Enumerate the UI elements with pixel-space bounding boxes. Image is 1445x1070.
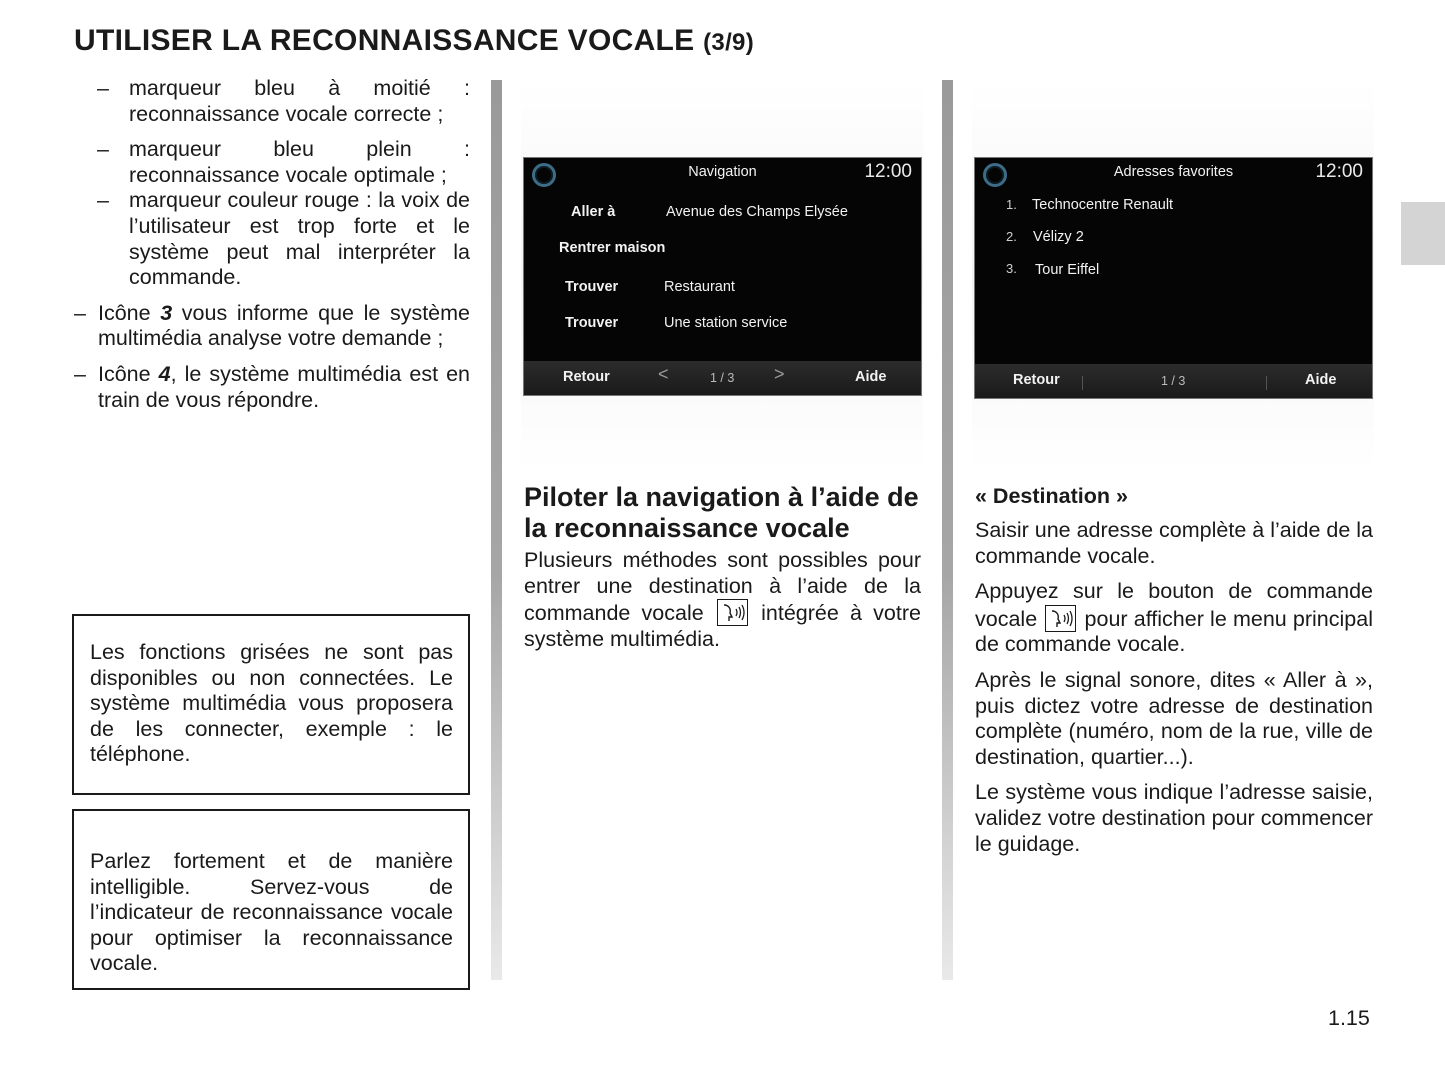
note-box-greyed-functions (72, 614, 470, 795)
menu-item-value[interactable]: Une station service (664, 315, 788, 331)
list-item-text: vous informe que le système multimédia analyse votre demande ; (98, 300, 470, 351)
paragraph (975, 579, 1373, 658)
menu-item-value[interactable]: Avenue des Champs Elysée (666, 204, 848, 220)
screen-title: Navigation (688, 164, 757, 180)
list-item-prefix: Icône (98, 300, 161, 325)
paragraph: Saisir une adresse complète à l’aide de la commande vocale. (975, 518, 1373, 568)
list-dash: – (74, 361, 86, 386)
note-text: Parlez fortement et de manière intelligible. Servez-vous de l’indicateur de reconnaissance vocale pour optimiser la reconnaissance vocale. (90, 849, 453, 976)
list-dash: – (74, 300, 86, 325)
favorites-screen (974, 157, 1373, 399)
left-column (74, 76, 470, 423)
screen-clock: 12:00 (1315, 161, 1363, 182)
list-item-text: marqueur bleu à moitié : reconnaissance vocale correcte ; (129, 76, 470, 126)
list-dash: – (97, 188, 109, 213)
list-item (74, 301, 470, 352)
icon-number: 3 (160, 300, 173, 325)
screen-clock: 12:00 (864, 161, 912, 182)
back-button[interactable]: Retour (563, 369, 610, 385)
list-item (74, 137, 470, 188)
middle-column (524, 482, 921, 662)
favorite-address-item[interactable]: Tour Eiffel (1035, 262, 1100, 278)
list-item-text: marqueur couleur rouge : la voix de l’utilisateur est trop forte et le système peut mal interpréter la commande. (129, 188, 470, 290)
menu-item-go-home[interactable]: Rentrer maison (559, 240, 666, 256)
screen-footer (975, 364, 1372, 398)
list-item-text: marqueur bleu plein : reconnaissance vocale optimale ; (129, 137, 470, 187)
page-number: 1.15 (1328, 1006, 1370, 1030)
right-column (975, 482, 1373, 867)
screen-title: Adresses favorites (1113, 164, 1234, 180)
section-heading: « Destination » (975, 484, 1128, 508)
favorite-address-item[interactable]: Technocentre Renault (1032, 197, 1174, 213)
favorite-number: 1. (1006, 197, 1017, 212)
paragraph-text: Plusieurs méthodes sont possibles pour entrer une destination à l’aide de la commande vocale (524, 548, 921, 626)
menu-item-find[interactable]: Trouver (565, 315, 619, 331)
help-button[interactable]: Aide (855, 369, 887, 385)
paragraph (524, 548, 921, 652)
paragraph-text: intégrée à votre système multimédia. (524, 601, 921, 651)
help-button[interactable]: Aide (1305, 372, 1337, 388)
paragraph: Après le signal sonore, dites « Aller à », puis dictez votre adresse de destination complète (numéro, nom de la rue, ville de destination, quartier...). (975, 667, 1373, 769)
navigation-screen (523, 157, 922, 396)
voice-command-icon (717, 599, 748, 626)
column-divider (491, 80, 502, 980)
section-heading: Piloter la navigation à l’aide de la reconnaissance vocale (524, 482, 919, 543)
menu-item-value[interactable]: Restaurant (664, 279, 735, 295)
chapter-side-tab (1401, 202, 1445, 265)
icon-number: 4 (158, 361, 171, 386)
page-indicator: 1 / 3 (1161, 374, 1186, 388)
next-page-button[interactable]: > (774, 364, 785, 384)
favorite-number: 3. (1006, 261, 1017, 276)
page-indicator: 1 / 3 (710, 371, 735, 385)
paragraph-text: pour afficher le menu principal de commande vocale. (975, 606, 1373, 657)
list-item (74, 76, 470, 127)
screen-footer (524, 361, 921, 395)
note-text: Les fonctions grisées ne sont pas disponibles ou non connectées. Le système multimédia vous proposera de les connecter, exemple : le téléphone. (90, 640, 453, 767)
menu-item-find[interactable]: Trouver (565, 279, 619, 295)
menu-item-go-to[interactable]: Aller à (571, 204, 616, 220)
list-dash: – (97, 137, 109, 162)
list-dash: – (97, 76, 109, 100)
favorite-address-item[interactable]: Vélizy 2 (1033, 229, 1084, 245)
page-title (74, 24, 754, 58)
paragraph-text: Appuyez sur le bouton de commande vocale (975, 579, 1373, 631)
page-title-text: UTILISER LA RECONNAISSANCE VOCALE (74, 24, 695, 57)
paragraph: Le système vous indique l’adresse saisie, validez votre destination pour commencer le guidage. (975, 780, 1373, 856)
footer-separator (1266, 376, 1267, 390)
back-button[interactable]: Retour (1013, 372, 1060, 388)
previous-page-button[interactable]: < (658, 364, 669, 384)
list-item-text: , le système multimédia est en train de vous répondre. (98, 361, 470, 412)
page-title-part: (3/9) (703, 29, 754, 56)
list-item (74, 188, 470, 290)
footer-separator (1082, 376, 1083, 390)
list-item (74, 362, 470, 413)
column-divider (942, 80, 953, 980)
favorite-number: 2. (1006, 229, 1017, 244)
note-box-speak-clearly (72, 809, 470, 990)
voice-command-icon (1045, 605, 1076, 632)
list-item-prefix: Icône (98, 361, 159, 386)
